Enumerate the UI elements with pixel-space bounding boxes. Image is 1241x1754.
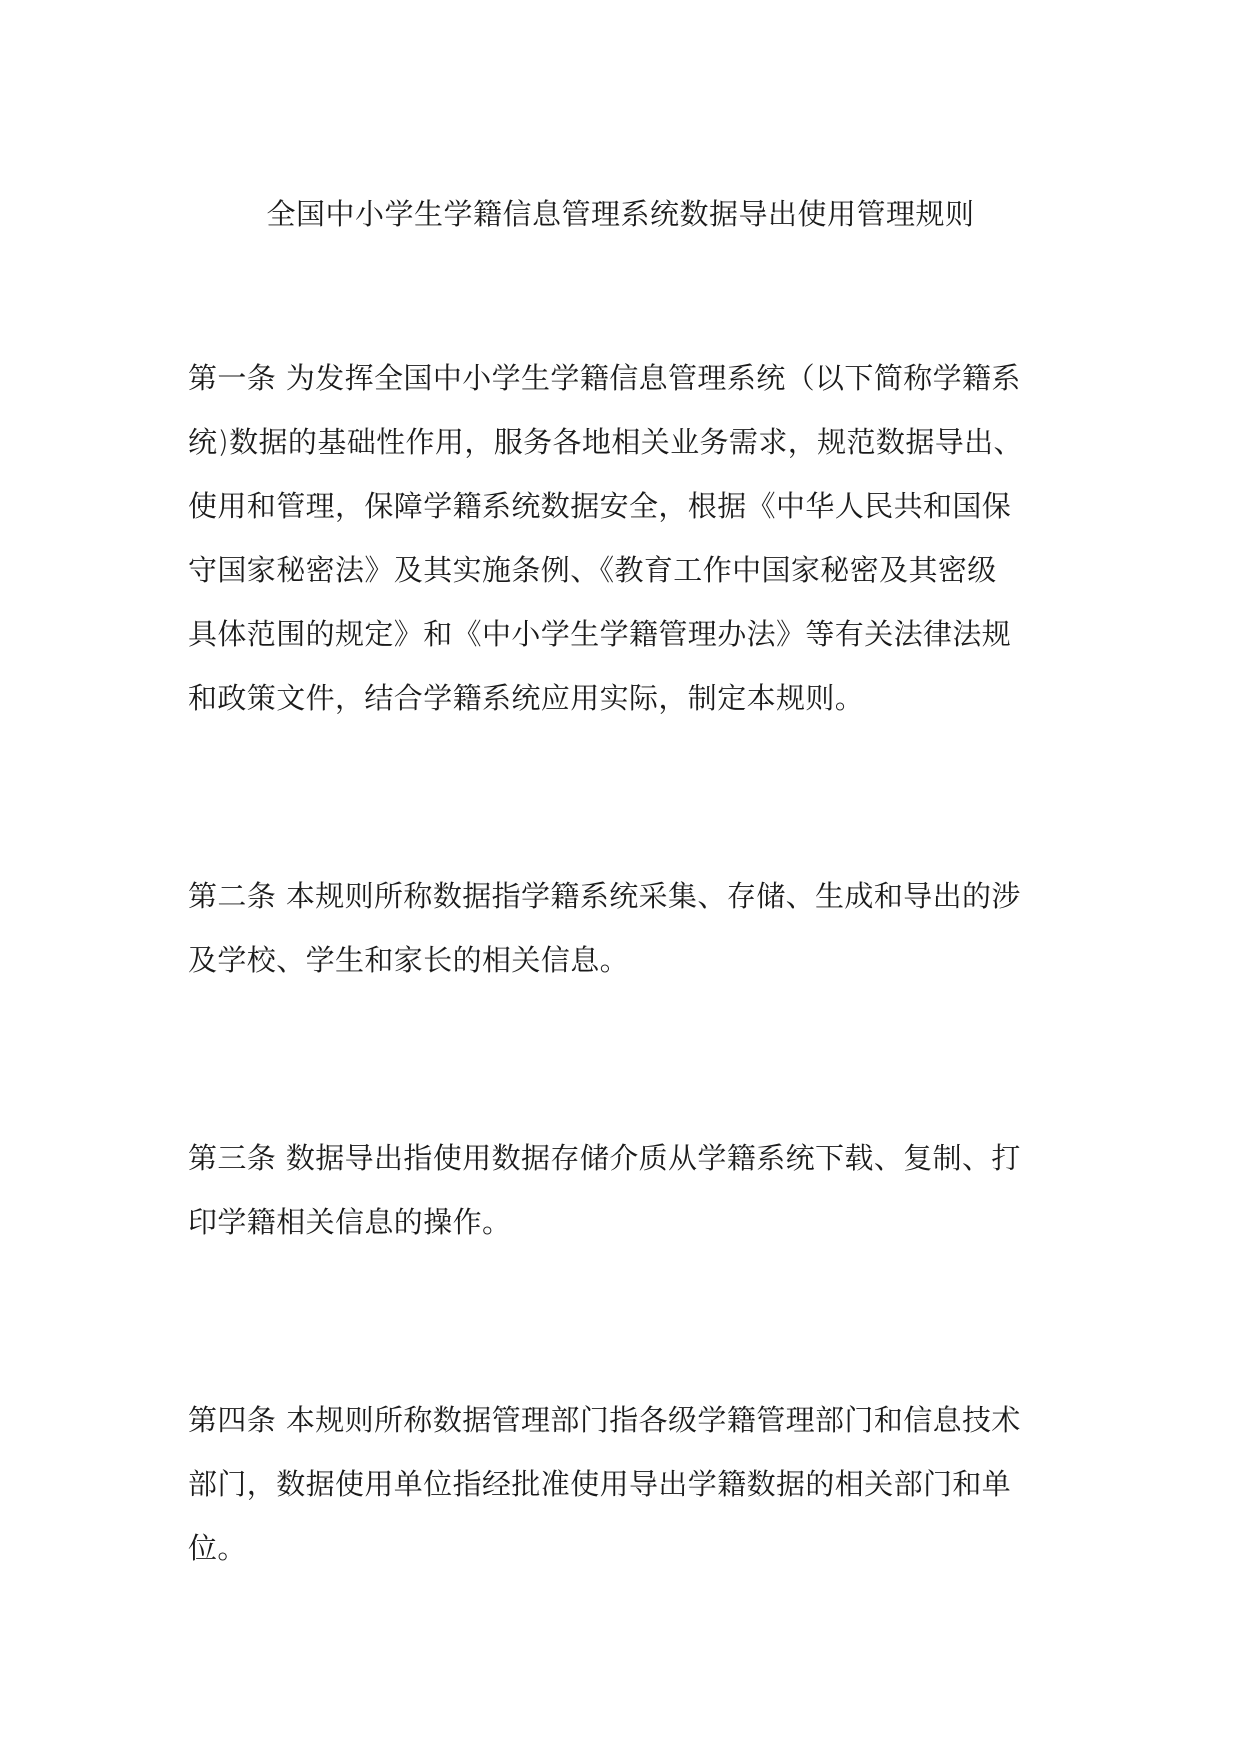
article-1-line-4: 守国家秘密法》及其实施条例、《教育工作中国家秘密及其密级 bbox=[188, 553, 997, 587]
article-3 bbox=[188, 1126, 1068, 1254]
document-title: 全国中小学生学籍信息管理系统数据导出使用管理规则 bbox=[266, 197, 975, 231]
article-4 bbox=[188, 1388, 1068, 1580]
article-1-line-3: 使用和管理，保障学籍系统数据安全，根据《中华人民共和国保 bbox=[188, 489, 1012, 523]
article-1-line-2: 统)数据的基础性作用，服务各地相关业务需求，规范数据导出、 bbox=[188, 425, 1023, 459]
article-2-line-1: 第二条 本规则所称数据指学籍系统采集、存储、生成和导出的涉 bbox=[188, 879, 1021, 913]
article-3-line-2: 印学籍相关信息的操作。 bbox=[188, 1205, 512, 1239]
article-2-line-2: 及学校、学生和家长的相关信息。 bbox=[188, 943, 630, 977]
article-1-line-5: 具体范围的规定》和《中小学生学籍管理办法》等有关法律法规 bbox=[188, 617, 1012, 651]
article-4-line-2: 部门，数据使用单位指经批准使用导出学籍数据的相关部门和单 bbox=[188, 1467, 1012, 1501]
article-4-line-3: 位。 bbox=[188, 1531, 247, 1565]
article-1 bbox=[188, 346, 1068, 730]
article-3-line-1: 第三条 数据导出指使用数据存储介质从学籍系统下载、复制、打 bbox=[188, 1141, 1021, 1175]
article-1-line-1: 第一条 为发挥全国中小学生学籍信息管理系统（以下简称学籍系 bbox=[188, 361, 1021, 395]
article-2 bbox=[188, 864, 1068, 992]
article-4-line-1: 第四条 本规则所称数据管理部门指各级学籍管理部门和信息技术 bbox=[188, 1403, 1021, 1437]
article-1-line-6: 和政策文件，结合学籍系统应用实际，制定本规则。 bbox=[188, 681, 865, 715]
